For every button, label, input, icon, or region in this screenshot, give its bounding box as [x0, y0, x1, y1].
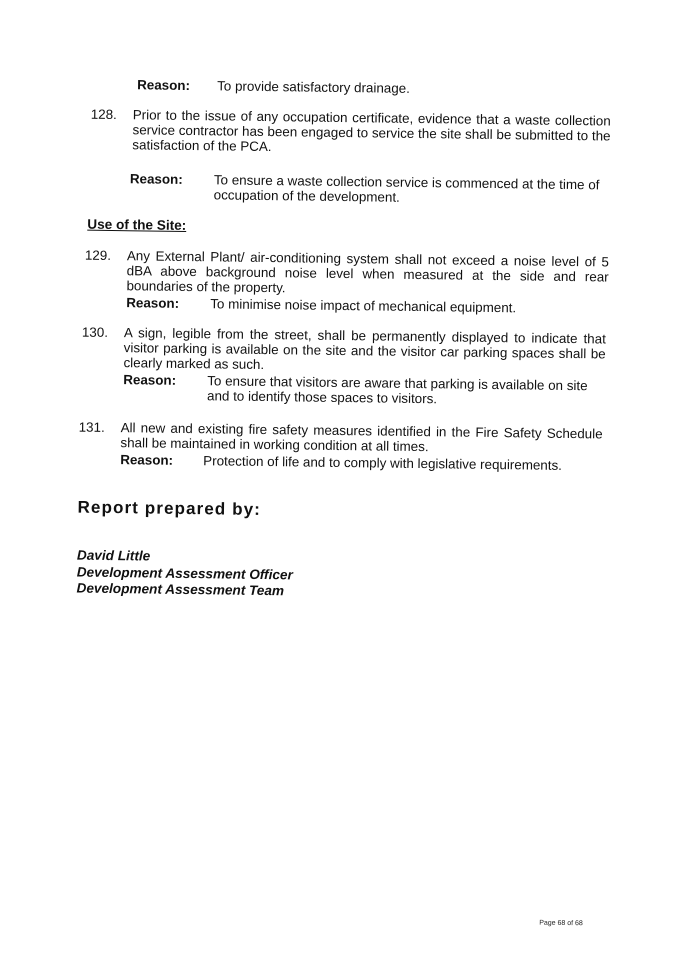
reason-label: Reason:	[137, 77, 191, 94]
reason-text: To minimise noise impact of mechanical equipment.	[210, 296, 517, 316]
condition-128	[90, 107, 613, 164]
condition-129	[84, 248, 611, 303]
reason-text: To provide satisfactory drainage.	[217, 78, 411, 96]
reason-text: Protection of life and to comply with legislative requirements.	[203, 453, 563, 473]
condition-text: Prior to the issue of any occupation certificate, evidence that a waste collection service contractor has been engaged to service the site shall be submitted to the satisfaction of the PCA.	[132, 107, 611, 155]
report-title: Report prepared by:	[77, 497, 262, 519]
reason-130	[123, 372, 607, 408]
condition-number: 129.	[84, 247, 112, 263]
signature-block	[76, 548, 293, 600]
condition-number: 131.	[78, 419, 105, 435]
condition-text: Any External Plant/ air-conditioning system shall not exceed a noise level of 5 dBA above background noise level when measured at the side and rear boundaries of the property.	[126, 248, 609, 296]
reason-label: Reason:	[120, 452, 174, 468]
reason-label: Reason:	[123, 372, 177, 388]
reason-text: To ensure a waste collection service is commenced at the time of occupation of the development.	[213, 172, 600, 205]
reason-127	[137, 77, 607, 98]
author-team: Development Assessment Team	[76, 580, 285, 599]
reason-label: Reason:	[126, 295, 180, 311]
author-role: Development Assessment Officer	[76, 564, 293, 582]
page-number: Page 68 of 68	[539, 919, 583, 928]
author-name: David Little	[76, 547, 151, 564]
condition-number: 130.	[81, 324, 109, 340]
condition-text: All new and existing fire safety measures identified in the Fire Safety Schedule shall be maintained in working condition at all times.	[120, 420, 603, 455]
reason-label: Reason:	[129, 171, 183, 187]
condition-number: 128.	[90, 106, 117, 123]
condition-text: A sign, legible from the street, shall be permanently displayed to indicate that visitor parking is available on the site and the visitor car parking spaces shall be clearly marked as such.	[123, 325, 606, 372]
reason-text: To ensure that visitors are aware that parking is available on site and to identify those spaces to visitors.	[206, 373, 588, 407]
condition-130	[81, 325, 608, 380]
section-heading: Use of the Site:	[87, 216, 187, 233]
reason-128	[130, 171, 612, 207]
